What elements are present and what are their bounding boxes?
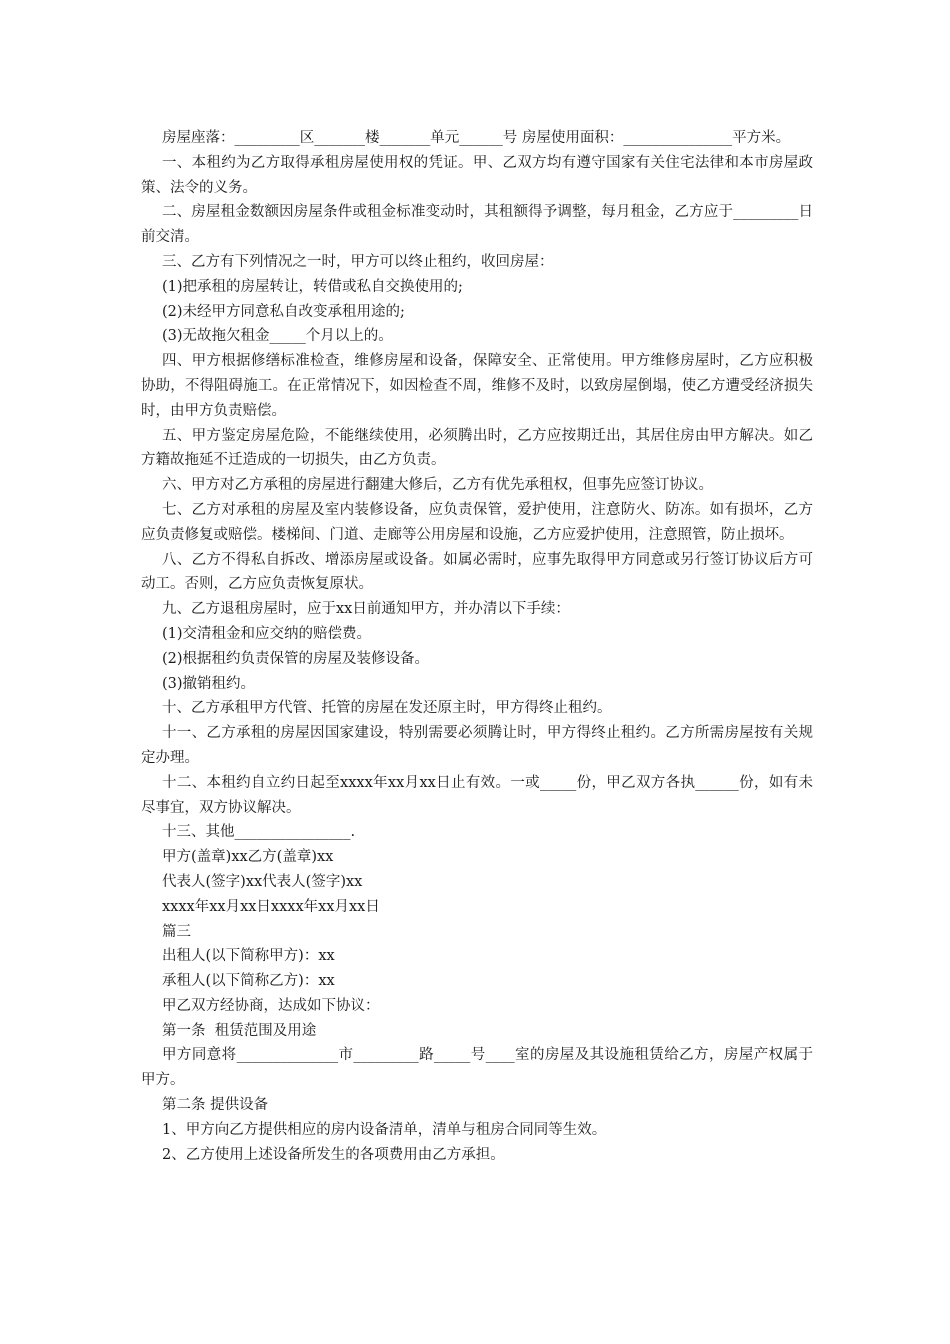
- clause-12: 十二、本租约自立约日起至xxxx年xx月xx日止有效。一或_____份，甲乙双方各执______份，如有未尽事宜，双方协议解决。: [141, 774, 813, 816]
- paragraph-location: 房屋座落：_________区_______楼_______单元______号 房屋使用面积：_______________平方米。: [162, 130, 791, 146]
- signature-rep-line: 代表人(签字)xx代表人(签字)xx: [162, 873, 363, 890]
- clause-9-item-1: (1)交清租金和应交纳的赔偿费。: [162, 625, 372, 642]
- clause-5: 五、甲方鉴定房屋危险，不能继续使用，必须腾出时，乙方应按期迁出，其居住房由甲方解决。如乙方籍故拖延不迁造成的一切损失，由乙方负责。: [141, 427, 813, 469]
- clause-8: 八、乙方不得私自拆改、增添房屋或设备。如属必需时，应事先取得甲方同意或另行签订协议后方可动工。否则，乙方应负责恢复原状。: [141, 551, 813, 593]
- article-1-body: 甲方同意将______________市_________路_____号____室的房屋及其设施租赁给乙方，房屋产权属于甲方。: [141, 1047, 813, 1089]
- clause-9-item-2: (2)根据租约负责保管的房屋及装修设备。: [162, 650, 430, 667]
- agreement-intro: 甲乙双方经协商，达成如下协议：: [162, 997, 380, 1014]
- article-2-item-1: 1、甲方向乙方提供相应的房内设备清单，清单与租房合同同等生效。: [162, 1121, 607, 1138]
- clause-1: 一、本租约为乙方取得承租房屋使用权的凭证。甲、乙双方均有遵守国家有关住宅法律和本市房屋政策、法令的义务。: [141, 154, 813, 196]
- clause-7: 七、乙方对承租的房屋及室内装修设备，应负责保管，爱护使用，注意防火、防冻。如有损坏，乙方应负责修复或赔偿。楼梯间、门道、走廊等公用房屋和设施，乙方应爱护使用，注意照管，防止损坏。: [141, 501, 813, 543]
- clause-4: 四、甲方根据修缮标准检查，维修房屋和设备，保障安全、正常使用。甲方维修房屋时，乙方应积极协助，不得阻碍施工。在正常情况下，如因检查不周，维修不及时，以致房屋倒塌，使乙方遭受经济损失时，由甲方负责赔偿。: [141, 353, 813, 419]
- clause-6: 六、甲方对乙方承租的房屋进行翻建大修后，乙方有优先承租权，但事先应签订协议。: [162, 477, 713, 494]
- article-2-heading: 第二条 提供设备: [162, 1097, 269, 1114]
- signature-seal-line: 甲方(盖章)xx乙方(盖章)xx: [162, 849, 334, 866]
- clause-11: 十一、乙方承租的房屋因国家建设，特别需要必须腾让时，甲方得终止租约。乙方所需房屋按有关规定办理。: [141, 725, 813, 766]
- clause-10: 十、乙方承租甲方代管、托管的房屋在发还原主时，甲方得终止租约。: [162, 700, 612, 717]
- clause-13: 十三、其他________________.: [162, 824, 356, 841]
- clause-3-item-3: (3)无故拖欠租金_____个月以上的。: [162, 328, 393, 345]
- clause-9: 九、乙方退租房屋时，应于xx日前通知甲方，并办清以下手续：: [162, 601, 570, 618]
- article-1-heading: 第一条 租赁范围及用途: [162, 1022, 317, 1039]
- article-2-item-2: 2、乙方使用上述设备所发生的各项费用由乙方承担。: [162, 1146, 505, 1163]
- clause-9-item-3: (3)撤销租约。: [162, 675, 256, 692]
- document-body: [141, 126, 813, 1167]
- lessee-line: 承租人(以下简称乙方)：xx: [162, 973, 335, 990]
- clause-3: 三、乙方有下列情况之一时，甲方可以终止租约，收回房屋：: [162, 253, 554, 270]
- lessor-line: 出租人(以下简称甲方)：xx: [162, 948, 335, 965]
- section-heading: 篇三: [162, 923, 191, 940]
- clause-2: 二、房屋租金数额因房屋条件或租金标准变动时，其租额得予调整，每月租金，乙方应于_________日前交清。: [141, 204, 813, 246]
- signature-date-line: xxxx年xx月xx日xxxx年xx月xx日: [162, 898, 380, 915]
- clause-3-item-1: (1)把承租的房屋转让，转借或私自交换使用的;: [162, 278, 463, 295]
- clause-3-item-2: (2)未经甲方同意私自改变承租用途的;: [162, 303, 405, 320]
